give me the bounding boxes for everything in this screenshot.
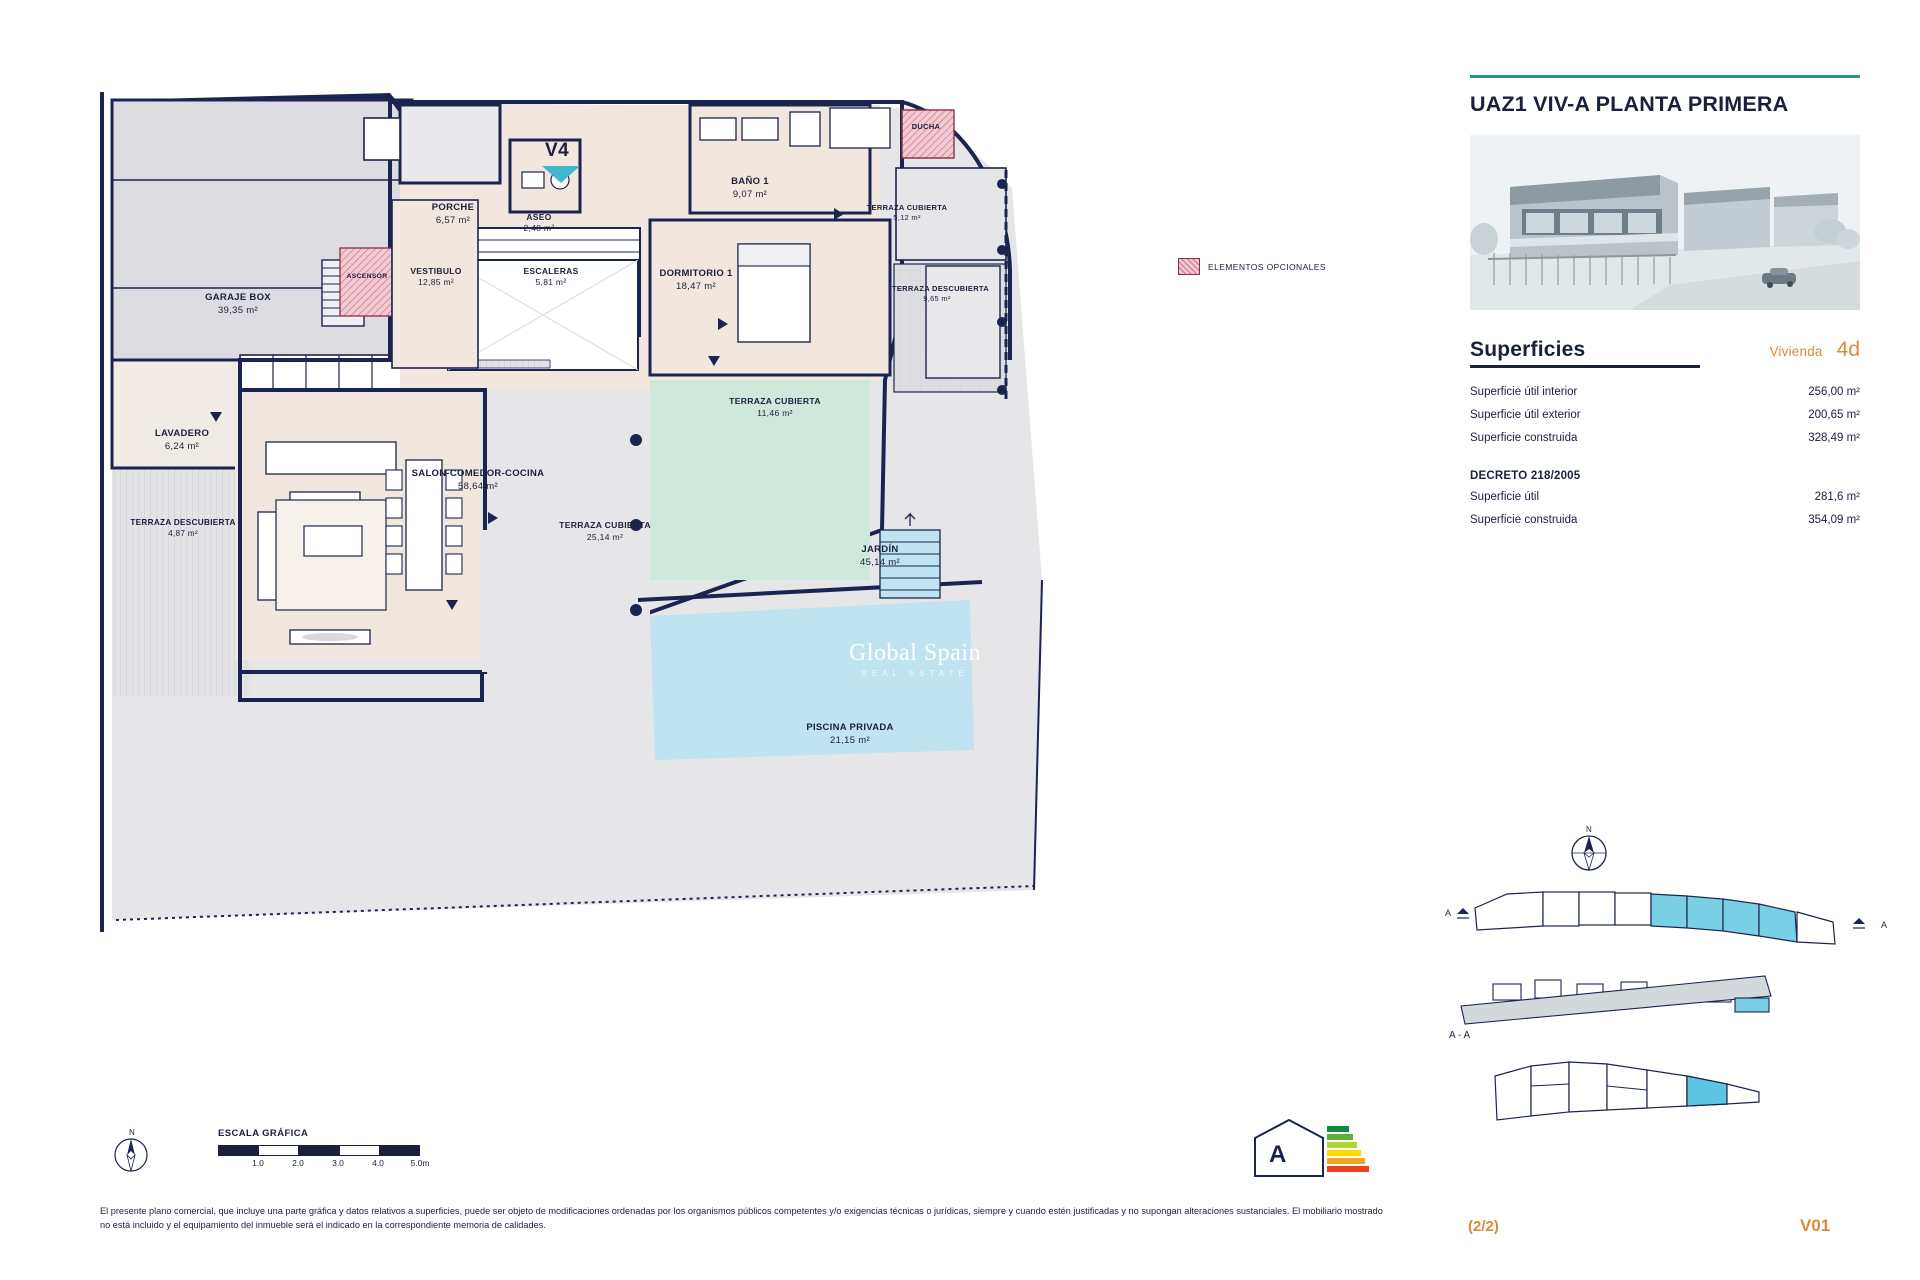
surfaces-header [1470, 338, 1860, 368]
surface-row-label: Superficie útil exterior [1470, 408, 1581, 421]
scale-bar-block [218, 1128, 438, 1172]
section-marker-left-label: A [1445, 908, 1452, 918]
surface-row-value: 328,49 m² [1808, 431, 1860, 444]
legend-optional-elements-label: ELEMENTOS OPCIONALES [1208, 261, 1326, 272]
surfaces-underline [1470, 365, 1700, 368]
watermark: Global Spain REAL ESTATE [849, 640, 981, 678]
surfaces-title: Superficies [1470, 338, 1586, 361]
svg-text:N: N [1586, 825, 1592, 834]
disclaimer-text: El presente plano comercial, que incluye una parte gráfica y datos relativos a superficies, puede ser objeto de modificaciones ordenadas por los organismos públicos competentes y/o exigencias técnicas o jurídicas, siempre y cuando estén justificadas y no supongan alteraciones sustanciales. El mobiliario mostrado no está incluido y el equipamiento del inmueble será el indicado en la correspondiente memoria de calidades. [100, 1206, 1383, 1230]
room-label-jardin: JARDÍN 45,14 m² [860, 544, 900, 568]
room-label-ascensor: ASCENSOR [346, 273, 388, 280]
room-label-terraza-descubierta-2: TERRAZA DESCUBIERTA 4,87 m² [130, 518, 236, 539]
room-label-terraza-cubierta-2: TERRAZA CUBIERTA 11,46 m² [729, 396, 821, 418]
scale-ticks [218, 1158, 438, 1172]
decreto-rows [1470, 486, 1860, 532]
scale-tick-3: 3.0 [332, 1158, 344, 1168]
floor-plan-drawing [90, 60, 1210, 1000]
section-marker-right-label: A [1881, 920, 1888, 930]
unit-tag-marker [542, 166, 580, 183]
energy-rating-icon [1253, 1118, 1371, 1180]
surface-row-value: 200,65 m² [1808, 408, 1860, 421]
page-number: (2/2) [1468, 1218, 1499, 1235]
room-label-porche: PORCHE 6,57 m² [431, 202, 475, 226]
decreto-title: DECRETO 218/2005 [1470, 469, 1581, 482]
unit-tag-label: V4 [545, 140, 570, 161]
vivienda-code: 4d [1836, 338, 1860, 361]
svg-text:A: A [1269, 1141, 1287, 1168]
surface-row-value: 256,00 m² [1808, 385, 1860, 398]
surface-row-label: Superficie útil interior [1470, 385, 1578, 398]
room-label-aseo: ASEO 2,48 m² [523, 212, 555, 234]
scale-bar [218, 1145, 420, 1156]
compass-icon-right [1560, 820, 1618, 878]
room-label-terraza-cubierta-3: TERRAZA CUBIERTA 25,14 m² [559, 520, 651, 542]
room-label-lavadero: LAVADERO 6,24 m² [154, 428, 210, 452]
room-label-ducha: DUCHA [911, 122, 941, 131]
decreto-row-value: 281,6 m² [1814, 490, 1860, 503]
room-label-terraza-descubierta-1: TERRAZA DESCUBIERTA 9,65 m² [892, 284, 989, 304]
room-label-escaleras: ESCALERAS 5,81 m² [523, 266, 579, 288]
room-label-bano-1: BAÑO 1 9,07 m² [731, 176, 769, 200]
info-panel [1470, 75, 1860, 532]
scale-title: ESCALA GRÁFICA [218, 1128, 309, 1139]
key-plan-diagrams [1435, 880, 1895, 1140]
scale-tick-1: 1.0 [252, 1158, 264, 1168]
surface-row [1470, 427, 1860, 450]
floor-plan [90, 60, 1210, 1000]
optional-elements-swatch-icon [1178, 258, 1200, 275]
decreto-row [1470, 509, 1860, 532]
room-label-vestibulo: VESTIBULO 12,85 m² [410, 266, 462, 288]
decreto-row [1470, 486, 1860, 509]
scale-tick-5: 5.0m [410, 1158, 430, 1168]
plan-code: V01 [1800, 1216, 1831, 1235]
room-label-terraza-cubierta-1: TERRAZA CUBIERTA 5,12 m² [866, 203, 948, 223]
room-label-garaje-box: GARAJE BOX 39,35 m² [205, 292, 271, 316]
svg-text:N: N [129, 1128, 135, 1137]
surfaces-rows [1470, 381, 1860, 450]
scale-tick-2: 2.0 [292, 1158, 304, 1168]
decreto-row-value: 354,09 m² [1808, 513, 1860, 526]
surface-row [1470, 381, 1860, 404]
section-aa-label: A - A [1449, 1030, 1471, 1041]
room-label-dormitorio-1: DORMITORIO 1 18,47 m² [659, 268, 733, 292]
decreto-row-label: Superficie construida [1470, 513, 1578, 526]
decreto-row-label: Superficie útil [1470, 490, 1540, 503]
compass-icon-left [105, 1125, 157, 1177]
vivienda-label: Vivienda [1769, 344, 1823, 359]
surface-row [1470, 404, 1860, 427]
building-render-image [1470, 135, 1860, 310]
room-label-piscina-privada: PISCINA PRIVADA 21,15 m² [806, 722, 894, 746]
scale-tick-4: 4.0 [372, 1158, 384, 1168]
room-label-salon-comedor-cocina: SALON-COMEDOR-COCINA 58,64 m² [411, 468, 545, 492]
page-title: UAZ1 VIV-A PLANTA PRIMERA [1470, 92, 1789, 116]
panel-top-rule [1470, 75, 1860, 78]
surface-row-label: Superficie construida [1470, 431, 1578, 444]
legend-optional-elements [1178, 258, 1326, 275]
